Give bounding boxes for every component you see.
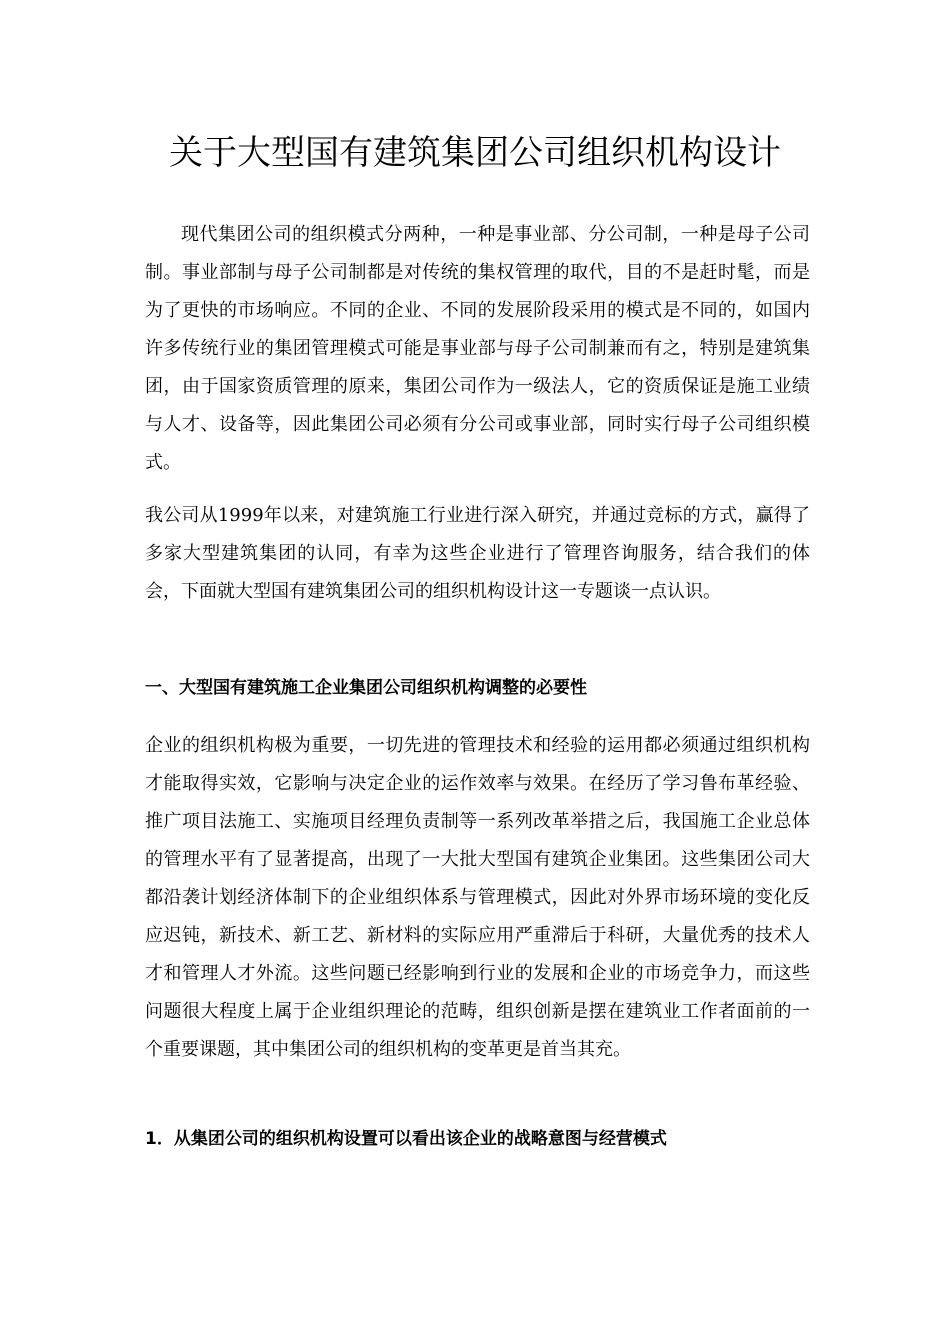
section-heading-1: 一、大型国有建筑施工企业集团公司组织机构调整的必要性: [145, 678, 587, 698]
subsection-heading-1: 1．从集团公司的组织机构设置可以看出该企业的战略意图与经营模式: [145, 1129, 667, 1149]
paragraph-intro: 现代集团公司的组织模式分两种，一种是事业部、分公司制，一种是母子公司制。事业部制与母子公司制都是对传统的集权管理的取代，目的不是赶时髦，而是为了更快的市场响应。不同的企业、不同的发展阶段采用的模式是不同的，如国内许多传统行业的集团管理模式可能是事业部与母子公司制兼而有之，特别是建筑集团，由于国家资质管理的原来，集团公司作为一级法人，它的资质保证是施工业绩与人才、设备等，因此集团公司必须有分公司或事业部，同时实行母子公司组织模式。: [145, 224, 810, 473]
paragraph-company-background: 我公司从1999年以来，对建筑施工行业进行深入研究，并通过竞标的方式，赢得了多家大型建筑集团的认同，有幸为这些企业进行了管理咨询服务，结合我们的体会，下面就大型国有建筑集团公司的组织机构设计这一专题谈一点认识。: [145, 505, 810, 602]
paragraph-organization-importance: 企业的组织机构极为重要，一切先进的管理技术和经验的运用都必须通过组织机构才能取得实效，它影响与决定企业的运作效率与效果。在经历了学习鲁布革经验、推广项目法施工、实施项目经理负责制等一系列改革举措之后，我国施工企业总体的管理水平有了显著提高，出现了一大批大型国有建筑企业集团。这些集团公司大都沿袭计划经济体制下的企业组织体系与管理模式，因此对外界市场环境的变化反应迟钝，新技术、新工艺、新材料的实际应用严重滞后于科研，大量优秀的技术人才和管理人才外流。这些问题已经影响到行业的发展和企业的市场竞争力，而这些问题很大程度上属于企业组织理论的范畴，组织创新是摆在建筑业工作者面前的一个重要课题，其中集团公司的组织机构的变革更是首当其充。: [145, 735, 810, 1060]
document-title: 关于大型国有建筑集团公司组织机构设计: [169, 133, 781, 173]
